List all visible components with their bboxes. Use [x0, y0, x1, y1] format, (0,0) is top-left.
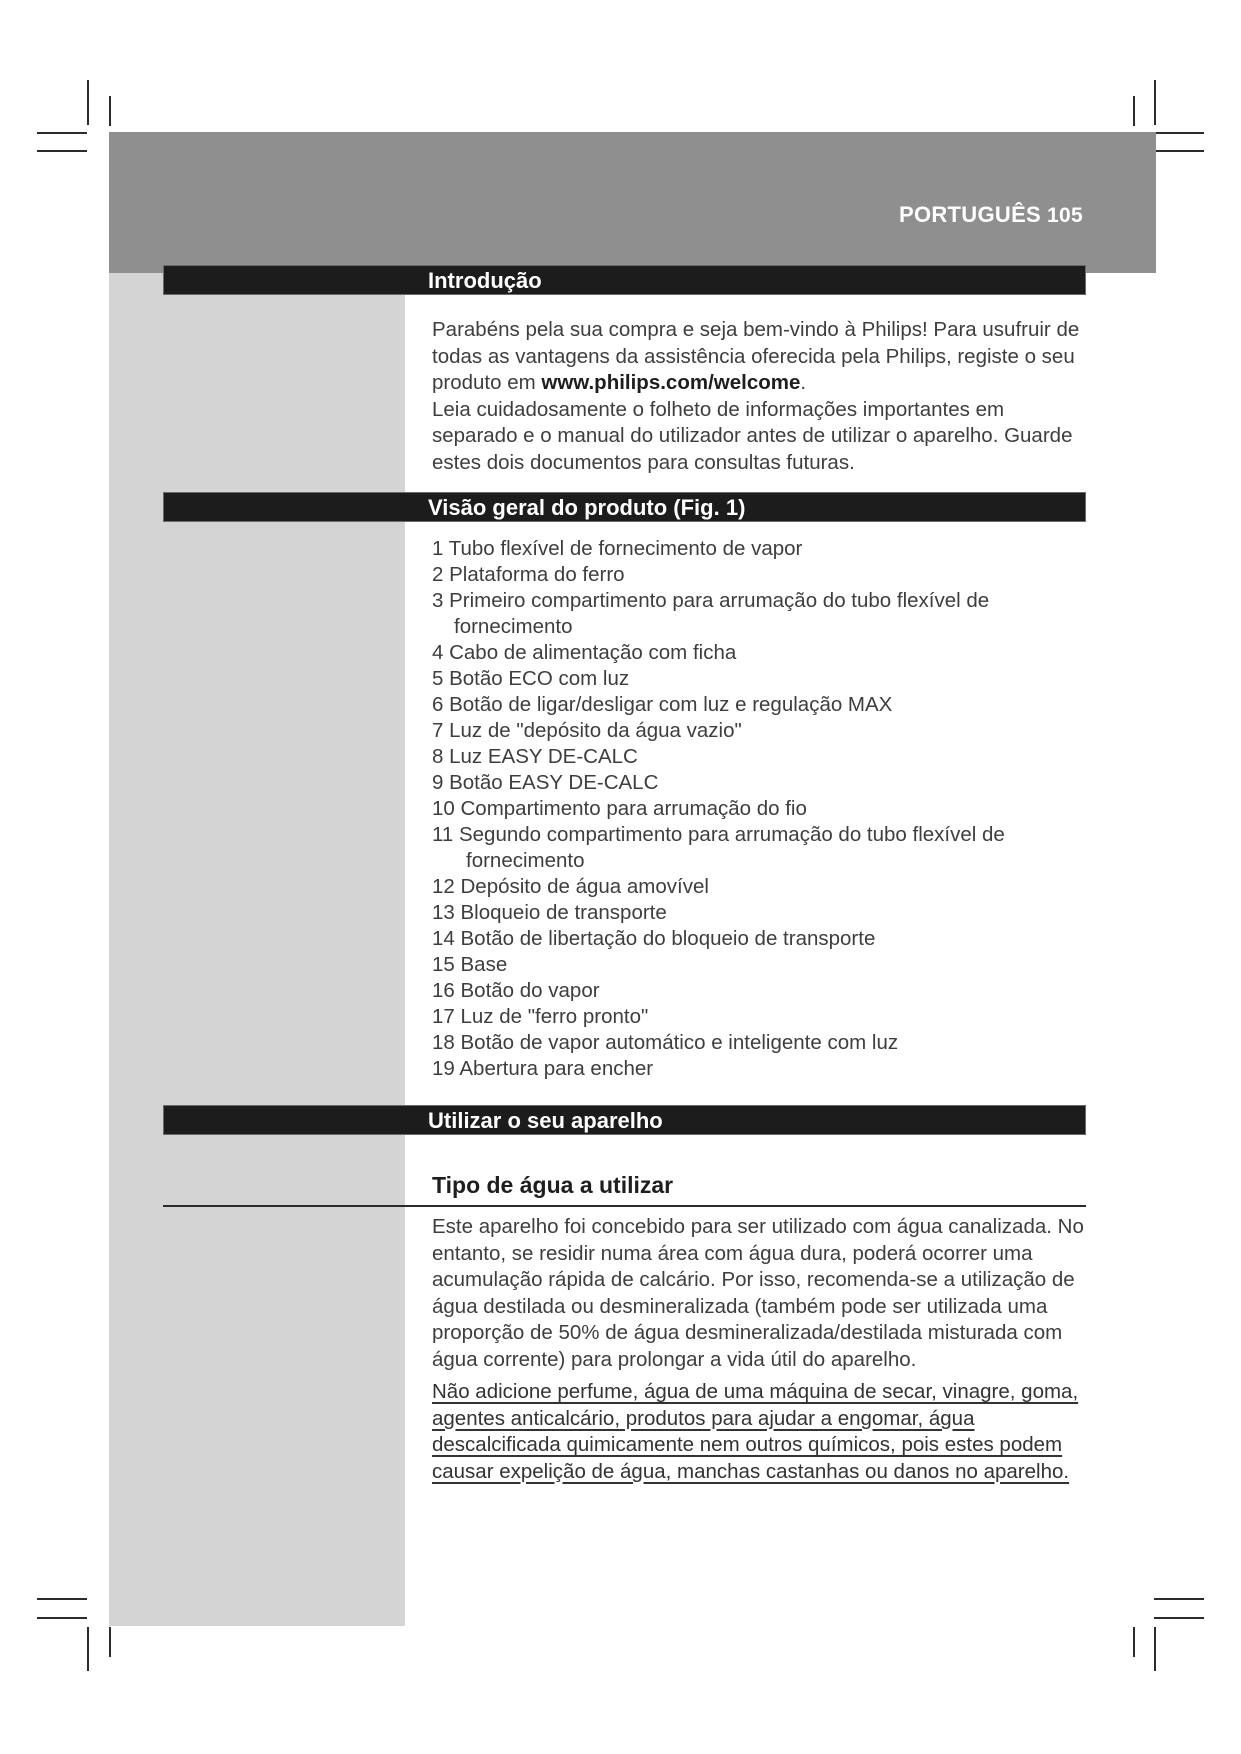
- intro-text: [432, 317, 1092, 476]
- list-item: 1 Tubo flexível de fornecimento de vapor: [432, 537, 803, 560]
- list-item: 6 Botão de ligar/desligar com luz e regulação MAX: [432, 693, 893, 716]
- crop-mark: [109, 96, 111, 126]
- crop-mark: [87, 80, 89, 125]
- water-text: [432, 1214, 1087, 1485]
- list-item: 18 Botão de vapor automático e inteligente com luz: [432, 1031, 899, 1054]
- crop-mark: [1154, 1598, 1204, 1600]
- intro-text-run: Parabéns pela sua compra e seja bem-vindo à Philips! Para usufruir de todas as vantagens da assistência oferecida pela Philips, registe o seu produto em: [432, 318, 1080, 394]
- intro-paragraph-2: Leia cuidadosamente o folheto de informações importantes em separado e o manual do utilizador antes de utilizar o aparelho. Guarde estes dois documentos para consultas futuras.: [432, 397, 1073, 474]
- list-item: 14 Botão de libertação do bloqueio de transporte: [432, 927, 876, 950]
- crop-mark: [1154, 150, 1204, 152]
- list-item: 10 Compartimento para arrumação do fio: [432, 797, 807, 820]
- list-item: 7 Luz de "depósito da água vazio": [432, 719, 742, 742]
- crop-mark: [1154, 80, 1156, 125]
- intro-paragraph-1: [432, 317, 1092, 397]
- section-bar-visao-geral: [163, 492, 1086, 522]
- crop-mark: [37, 150, 87, 152]
- crop-mark: [87, 1627, 89, 1671]
- section-bar-introducao: [163, 265, 1086, 295]
- section-title: Introdução: [428, 268, 542, 293]
- parts-list: [432, 536, 1092, 1082]
- subheading-tipo-de-agua: Tipo de água a utilizar: [432, 1172, 674, 1198]
- list-item: 8 Luz EASY DE-CALC: [432, 745, 638, 768]
- water-paragraph: Este aparelho foi concebido para ser utilizado com água canalizada. No entanto, se residir numa área com água dura, poderá ocorrer uma acumulação rápida de calcário. Por isso, recomenda-se a utilização de água destilada ou desmineralizada (também pode ser utilizada uma proporção de 50% de água desmineralizada/destilada misturada com água corrente) para prolongar a vida útil do aparelho.: [432, 1215, 1084, 1371]
- list-item: 17 Luz de "ferro pronto": [432, 1005, 649, 1028]
- list-item: 15 Base: [432, 953, 508, 976]
- crop-mark: [37, 1617, 87, 1619]
- list-item: 3 Primeiro compartimento para arrumação do tubo flexível de fornecimento: [432, 589, 990, 638]
- crop-mark: [1154, 132, 1204, 134]
- list-item: 19 Abertura para encher: [432, 1057, 654, 1080]
- crop-mark: [1133, 96, 1135, 126]
- crop-mark: [1133, 1627, 1135, 1657]
- crop-mark: [1154, 1627, 1156, 1671]
- section-title: Visão geral do produto (Fig. 1): [428, 495, 746, 520]
- list-item: 5 Botão ECO com luz: [432, 667, 630, 690]
- subheading-rule: [163, 1205, 1086, 1207]
- list-item: 4 Cabo de alimentação com ficha: [432, 641, 737, 664]
- list-item: 13 Bloqueio de transporte: [432, 901, 667, 924]
- list-item: 9 Botão EASY DE-CALC: [432, 771, 659, 794]
- crop-mark: [37, 132, 87, 134]
- section-title: Utilizar o seu aparelho: [428, 1108, 663, 1133]
- page-number: 105: [1047, 204, 1083, 227]
- language-label: PORTUGUÊS: [898, 202, 1042, 227]
- list-item: 2 Plataforma do ferro: [432, 563, 625, 586]
- list-item: 16 Botão do vapor: [432, 979, 600, 1002]
- list-item: 11 Segundo compartimento para arrumação do tubo flexível de fornecimento: [432, 823, 1005, 872]
- list-item: 12 Depósito de água amovível: [432, 875, 709, 898]
- intro-text-run: .: [800, 371, 807, 394]
- side-margin-band: [109, 273, 405, 1626]
- welcome-link[interactable]: www.philips.com/welcome: [541, 371, 801, 394]
- running-head: [899, 202, 1083, 228]
- crop-mark: [37, 1598, 87, 1600]
- crop-mark: [109, 1627, 111, 1657]
- section-bar-utilizar: [163, 1105, 1086, 1135]
- warning-paragraph: Não adicione perfume, água de uma máquina de secar, vinagre, goma, agentes anticalcário, produtos para ajudar a engomar, água descalcificada quimicamente nem outros químicos, pois estes podem causar expelição de água, manchas castanhas ou danos no aparelho.: [432, 1380, 1079, 1483]
- crop-mark: [1154, 1617, 1204, 1619]
